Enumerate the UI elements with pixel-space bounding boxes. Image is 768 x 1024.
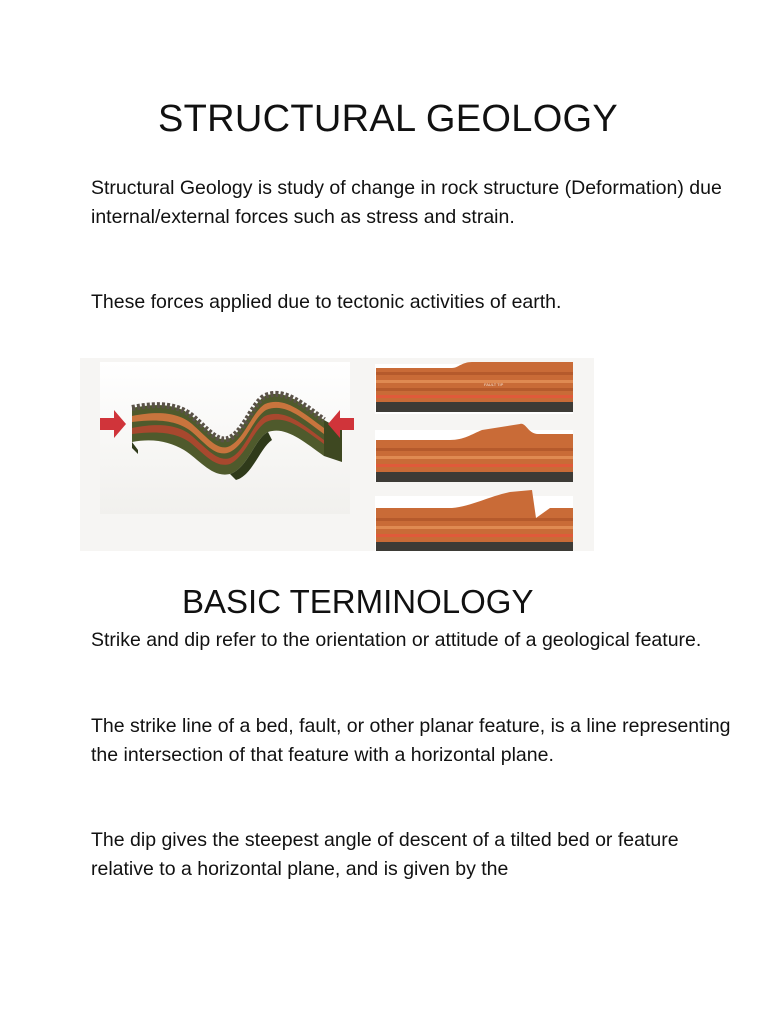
cause-paragraph: These forces applied due to tectonic activities of earth. xyxy=(91,291,562,313)
section-title: BASIC TERMINOLOGY xyxy=(182,583,534,620)
fault-tip-label: FAULT TIP xyxy=(484,382,504,387)
dip-paragraph: The dip gives the steepest angle of descent of a tilted bed or feature relative to a horizontal plane, and is given by the xyxy=(91,829,679,880)
page-title: STRUCTURAL GEOLOGY xyxy=(158,98,619,140)
fault-stage-3 xyxy=(375,490,573,551)
fault-stage-1 xyxy=(375,362,573,414)
deformation-figure xyxy=(80,358,594,551)
strike-line-paragraph: The strike line of a bed, fault, or other planar feature, is a line representing the intersection of that feature with a horizontal plane. xyxy=(91,715,731,766)
strike-dip-paragraph: Strike and dip refer to the orientation or attitude of a geological feature. xyxy=(91,629,702,651)
fault-stage-2 xyxy=(375,424,573,482)
definition-paragraph: Structural Geology is study of change in rock structure (Deformation) due internal/external forces such as stress and strain. xyxy=(91,177,722,228)
